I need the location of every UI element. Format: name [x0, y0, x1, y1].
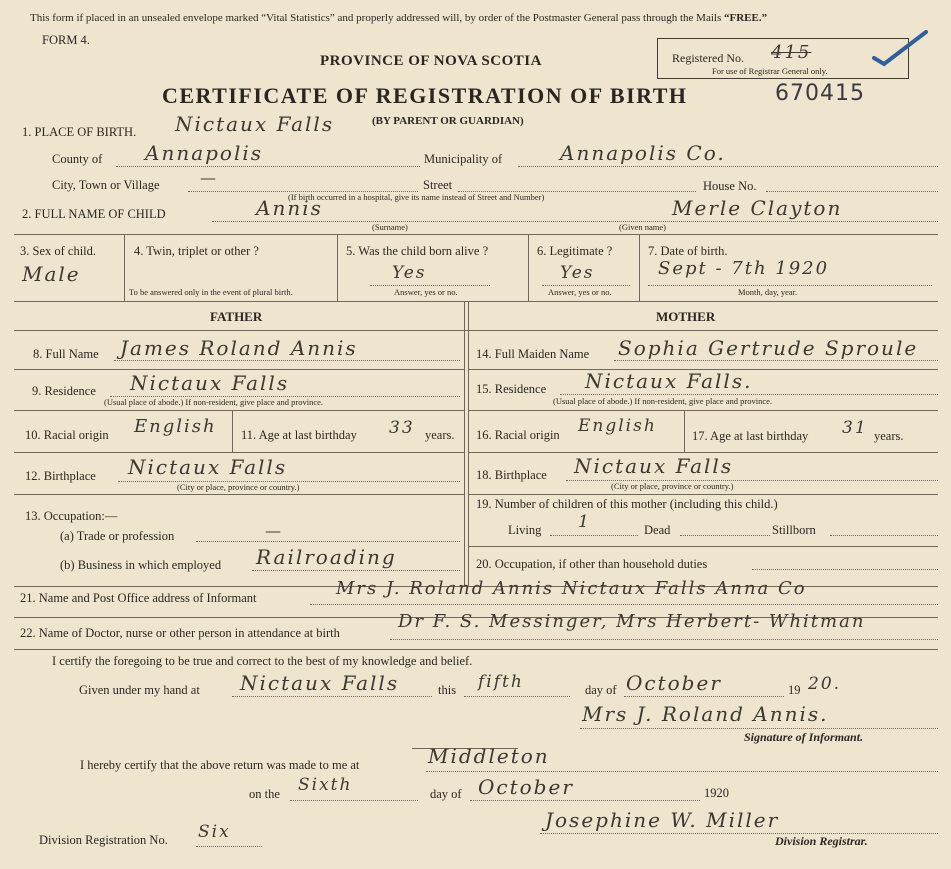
sex-label: 3. Sex of child.: [20, 244, 97, 258]
alive-label: 5. Was the child born alive ?: [346, 244, 489, 258]
father-business-label: (b) Business in which employed: [60, 558, 222, 572]
mother-name-label: 14. Full Maiden Name: [476, 347, 590, 361]
county-value: Annapolis: [145, 141, 264, 165]
father-occupation-label: 13. Occupation:—: [25, 509, 118, 523]
registrar-signature-caption: Division Registrar.: [775, 834, 868, 848]
child-surname-value: Annis: [256, 196, 323, 220]
child-name-label: 2. FULL NAME OF CHILD: [22, 207, 166, 221]
father-birthplace-note: (City or place, province or country.): [177, 482, 300, 492]
father-residence-value: Nictaux Falls: [130, 371, 290, 395]
registered-value: 415: [771, 42, 812, 63]
informant-signature-caption: Signature of Informant.: [744, 730, 864, 744]
father-name-label: 8. Full Name: [33, 347, 99, 361]
date-of-birth-value: Sept - 7th 1920: [658, 258, 830, 279]
certification-year-prefix: 19: [788, 683, 801, 697]
legitimate-label: 6. Legitimate ?: [537, 244, 613, 258]
mother-age-unit: years.: [874, 429, 904, 443]
father-residence-label: 9. Residence: [32, 384, 96, 398]
mother-birthplace-note: (City or place, province or country.): [611, 481, 734, 491]
legitimate-value: Yes: [560, 263, 595, 283]
father-birthplace-value: Nictaux Falls: [128, 455, 288, 479]
father-age-label: 11. Age at last birthday: [241, 428, 357, 442]
city-value: —: [200, 168, 218, 187]
city-label: City, Town or Village: [52, 178, 160, 192]
county-label: County of: [52, 152, 103, 166]
informant-signature-value: Mrs J. Roland Annis.: [582, 702, 829, 726]
father-trade-value: —: [265, 521, 283, 540]
house-number-label: House No.: [703, 179, 757, 193]
registrar-day-of-label: day of: [430, 787, 462, 801]
certification-statement: I certify the foregoing to be true and correct to the best of my knowledge and belief.: [52, 654, 473, 668]
on-the-label: on the: [249, 787, 280, 801]
place-of-birth-value: Nictaux Falls: [175, 112, 335, 136]
postal-notice: [30, 12, 767, 24]
mother-birthplace-value: Nictaux Falls: [574, 454, 734, 478]
certificate-registration-number: 670415: [775, 81, 865, 106]
registrar-statement: I hereby certify that the above return was made to me at: [80, 758, 360, 772]
dead-label: Dead: [644, 523, 671, 537]
form-number: FORM 4.: [42, 33, 90, 47]
father-heading: FATHER: [210, 309, 263, 324]
child-given-name-value: Merle Clayton: [672, 196, 843, 220]
doctor-value: Dr F. S. Messinger, Mrs Herbert- Whitman: [398, 611, 866, 632]
division-registration-label: Division Registration No.: [39, 833, 168, 847]
checkmark-icon: [870, 28, 930, 68]
division-registration-value: Six: [198, 822, 231, 842]
legitimate-note: Answer, yes or no.: [548, 287, 612, 297]
father-racial-value: English: [134, 416, 217, 437]
registrar-day-value: Sixth: [298, 775, 353, 795]
father-age-unit: years.: [425, 428, 455, 442]
mother-age-label: 17. Age at last birthday: [692, 429, 809, 443]
given-under-hand-label: Given under my hand at: [79, 683, 200, 697]
father-trade-label: (a) Trade or profession: [60, 529, 175, 543]
place-of-birth-label: 1. PLACE OF BIRTH.: [22, 125, 137, 139]
postal-notice-text: This form if placed in an unsealed envelope marked “Vital Statistics” and properly addressed will, by order of the Postmaster General pass through the Mails: [30, 12, 722, 24]
postal-notice-free: “FREE.”: [723, 12, 768, 24]
hospital-note: (If birth occurred in a hospital, give its name instead of Street and Number): [288, 192, 545, 202]
mother-occupation-label: 20. Occupation, if other than household duties: [476, 557, 708, 571]
alive-value: Yes: [392, 263, 427, 283]
father-name-value: James Roland Annis: [120, 336, 358, 360]
stillborn-label: Stillborn: [772, 523, 816, 537]
this-label: this: [438, 683, 457, 697]
given-place-value: Nictaux Falls: [240, 671, 400, 695]
surname-caption: (Surname): [372, 222, 408, 232]
registrar-year: 1920: [704, 786, 729, 800]
certificate-title: CERTIFICATE OF REGISTRATION OF BIRTH: [162, 83, 688, 108]
registrar-place-value: Middleton: [428, 744, 550, 768]
mother-heading: MOTHER: [656, 309, 716, 324]
mother-residence-value: Nictaux Falls.: [585, 369, 753, 393]
mother-residence-label: 15. Residence: [476, 382, 547, 396]
street-label: Street: [423, 178, 453, 192]
certification-month-value: October: [626, 671, 722, 695]
registrar-note: For use of Registrar General only.: [712, 66, 828, 76]
province-heading: PROVINCE OF NOVA SCOTIA: [320, 53, 542, 69]
date-of-birth-note: Month, day, year.: [738, 287, 798, 297]
alive-note: Answer, yes or no.: [394, 287, 458, 297]
twin-label: 4. Twin, triplet or other ?: [134, 244, 259, 258]
given-name-caption: (Given name): [619, 222, 666, 232]
certification-day-of-label: day of: [585, 683, 617, 697]
mother-children-label: 19. Number of children of this mother (including this child.): [476, 497, 778, 511]
living-value: 1: [578, 512, 591, 532]
father-birthplace-label: 12. Birthplace: [25, 469, 96, 483]
mother-racial-label: 16. Racial origin: [476, 428, 560, 442]
registrar-month-value: October: [478, 775, 574, 799]
mother-racial-value: English: [578, 416, 657, 436]
by-parent-label: (BY PARENT OR GUARDIAN): [372, 115, 524, 127]
doctor-label: 22. Name of Doctor, nurse or other person in attendance at birth: [20, 626, 340, 640]
municipality-label: Municipality of: [424, 152, 503, 166]
sex-value: Male: [22, 262, 81, 286]
mother-name-value: Sophia Gertrude Sproule: [618, 336, 919, 360]
father-age-value: 33: [389, 418, 415, 438]
certification-day-value: fifth: [478, 672, 524, 692]
informant-value: Mrs J. Roland Annis Nictaux Falls Anna Co: [336, 578, 807, 599]
certification-year-suffix: 20.: [808, 674, 842, 694]
living-label: Living: [508, 523, 542, 537]
municipality-value: Annapolis Co.: [560, 141, 726, 165]
father-racial-label: 10. Racial origin: [25, 428, 109, 442]
father-residence-note: (Usual place of abode.) If non-resident, give place and province.: [104, 397, 324, 407]
date-of-birth-label: 7. Date of birth.: [648, 244, 728, 258]
mother-residence-note: (Usual place of abode.) If non-resident, give place and province.: [553, 396, 773, 406]
mother-birthplace-label: 18. Birthplace: [476, 468, 547, 482]
mother-age-value: 31: [842, 418, 868, 438]
informant-label: 21. Name and Post Office address of Informant: [20, 591, 257, 605]
father-business-value: Railroading: [256, 545, 397, 569]
registered-label: Registered No.: [672, 51, 744, 65]
registrar-signature-value: Josephine W. Miller: [545, 808, 780, 832]
twin-note: To be answered only in the event of plural birth.: [129, 287, 293, 297]
